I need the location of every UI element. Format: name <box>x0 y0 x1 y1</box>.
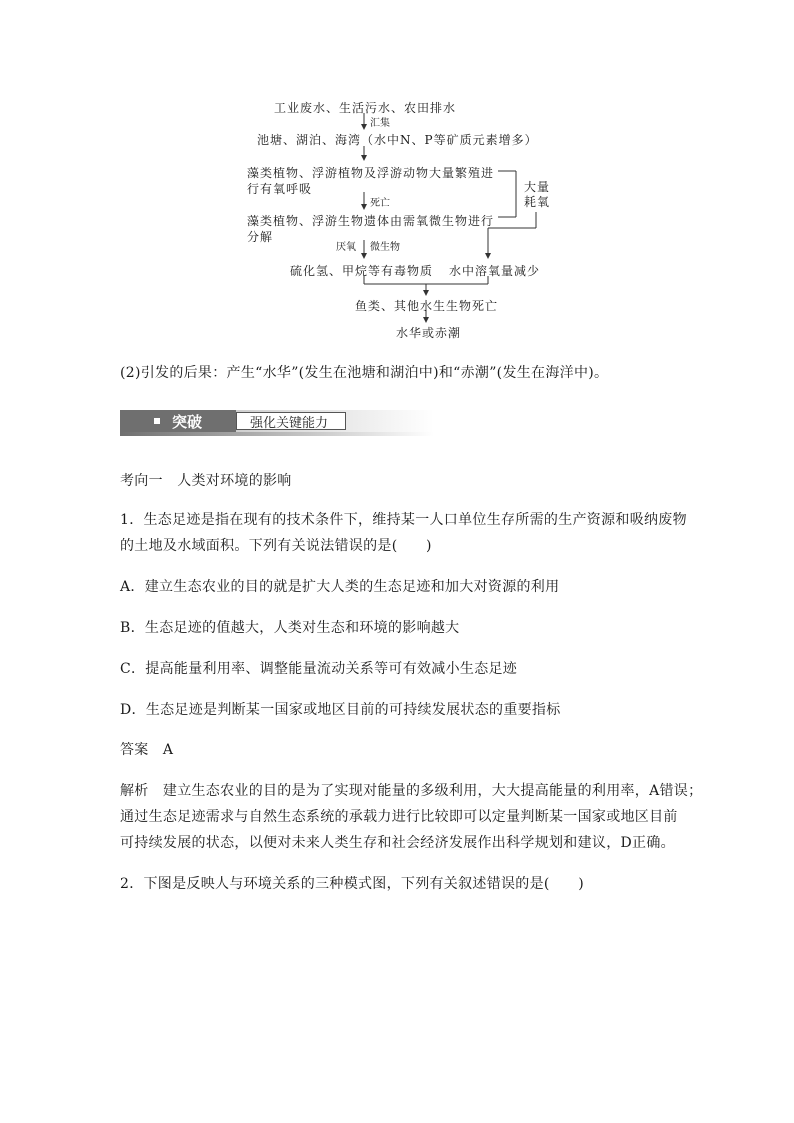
flow-edge-label-microbe: 微生物 <box>370 242 400 253</box>
section-banner <box>120 410 434 436</box>
q1-analysis-line2: 通过生态足迹需求与自然生态系统的承载力进行比较即可以定量判断某一国家或地区目前 <box>120 809 678 825</box>
banner-subtitle: 强化关键能力 <box>250 416 329 431</box>
q1-answer: 答案 A <box>120 742 174 758</box>
flow-node-algae-bloom-line2: 行有氧呼吸 <box>247 182 313 196</box>
flow-node-organisms-die: 鱼类、其他水生生物死亡 <box>355 299 499 313</box>
flow-node-sources: 工业废水、生活污水、农田排水 <box>274 101 457 115</box>
flow-node-toxic-substances: 硫化氢、甲烷等有毒物质 <box>290 264 434 278</box>
flow-side-label-line2: 耗氧 <box>524 195 551 209</box>
flow-node-bloom-or-red-tide: 水华或赤潮 <box>396 326 462 340</box>
q2-stem: 2．下图是反映人与环境关系的三种模式图，下列有关叙述错误的是( ) <box>120 876 585 892</box>
square-bullet-icon <box>154 418 160 424</box>
q1-option-b: B．生态足迹的值越大，人类对生态和环境的影响越大 <box>120 620 460 636</box>
flow-node-algae-bloom-line1: 藻类植物、浮游植物及浮游动物大量繁殖进 <box>247 166 495 180</box>
flow-edge-label-anaerobic: 厌氧 <box>336 242 356 253</box>
q1-option-a: A．建立生态农业的目的就是扩大人类的生态足迹和加大对资源的利用 <box>120 579 560 595</box>
q1-option-c: C．提高能量利用率、调整能量流动关系等可有效减小生态足迹 <box>120 661 518 677</box>
flow-node-decomposition-line2: 分解 <box>247 230 274 244</box>
q1-stem-line1: 1．生态足迹是指在现有的技术条件下，维持某一人口单位生存所需的生产资源和吸纳废物 <box>120 512 687 528</box>
banner-title: 突破 <box>172 413 203 431</box>
consequence-paragraph: (2)引发的后果：产生“水华”(发生在池塘和湖泊中)和“赤潮”(发生在海洋中)。 <box>120 365 609 381</box>
flow-edge-label-collect: 汇集 <box>370 118 390 129</box>
q1-analysis-line1: 解析 建立生态农业的目的是为了实现对能量的多级利用，大大提高能量的利用率，A错误； <box>120 783 703 799</box>
flow-side-label-line1: 大量 <box>524 180 551 194</box>
q1-analysis-line3: 可持续发展的状态，以便对未来人类生存和社会经济发展作出科学规划和建议，D正确。 <box>120 835 675 851</box>
q1-option-d: D．生态足迹是判断某一国家或地区目前的可持续发展状态的重要指标 <box>120 702 561 718</box>
flow-node-decomposition-line1: 藻类植物、浮游生物遗体由需氧微生物进行 <box>247 214 495 228</box>
section-heading: 考向一 人类对环境的影响 <box>120 473 292 489</box>
q1-stem-line2: 的土地及水域面积。下列有关说法错误的是( ) <box>120 538 432 554</box>
flow-node-water-bodies: 池塘、湖泊、海湾（水中N、P等矿质元素增多） <box>257 133 538 147</box>
flow-edge-label-death: 死亡 <box>370 198 390 209</box>
flow-node-oxygen-decrease: 水中溶氧量减少 <box>449 264 541 278</box>
